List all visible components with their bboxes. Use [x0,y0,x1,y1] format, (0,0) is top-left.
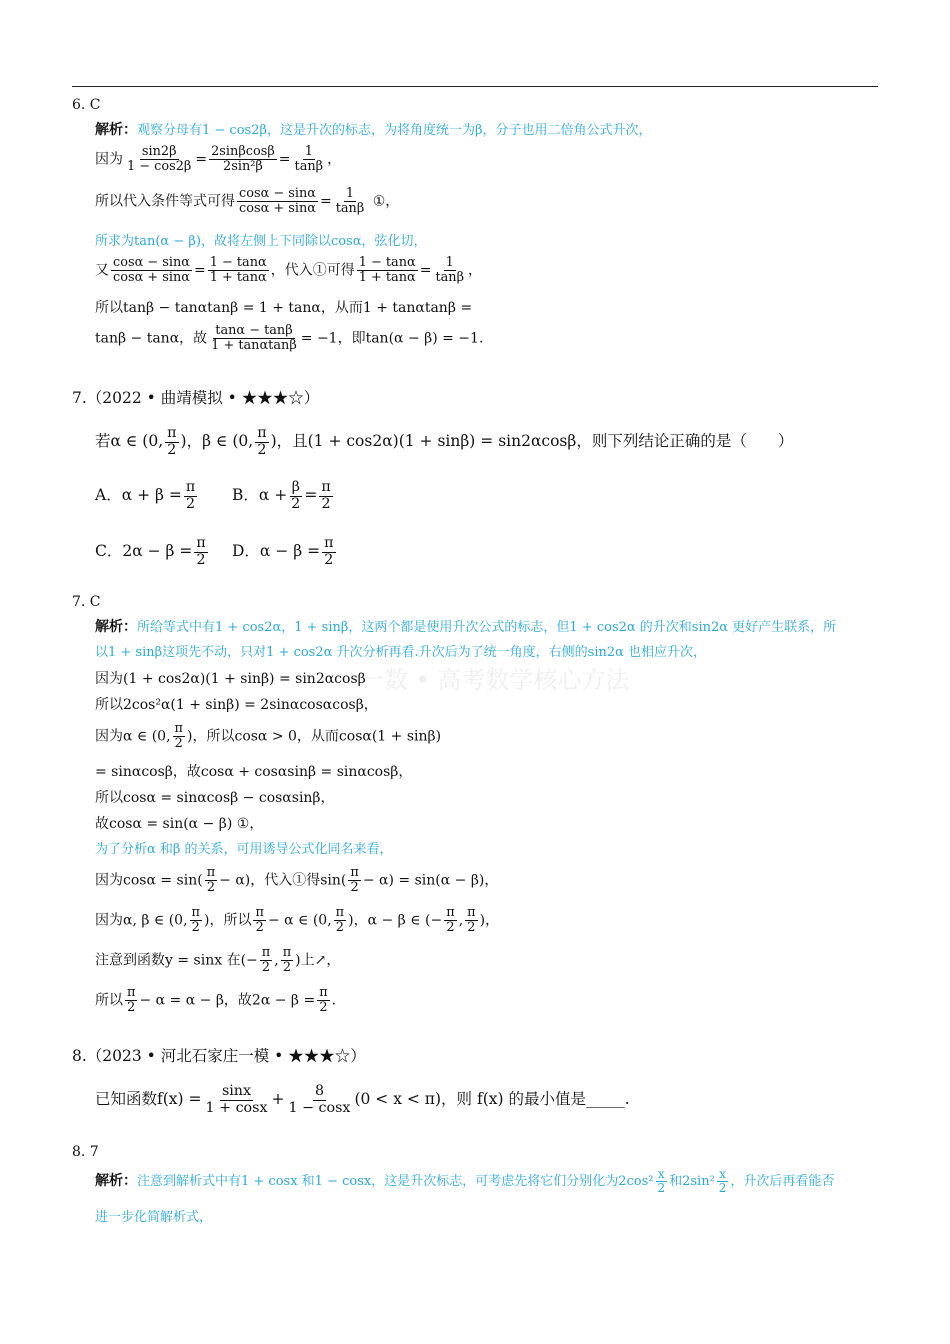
s8-label: 解析： [95,1173,137,1190]
s6-line-7 [95,324,483,353]
s6-hint-1-text: 观察分母有1 − cos2β，这是升次的标志，为将角度统一为β，分子也用二倍角公式升次， [137,123,652,138]
frac-1-tana: $\frac{1 - \tan\alpha}{1 + \tan\alpha}$ [358,255,416,286]
q7-stem: 若α ∈ (0, $\frac{\pi}{2}$ )，β ∈ (0, $\frac{\pi}{2}$ )，且(1 + cos2α)(1 + sinβ) = sin2αcosβ，则下列结论正确的是（ ） [95,425,794,458]
s6-l3-pre: 所以代入条件等式可得 [95,193,235,210]
frac-x-2: $\frac{x}{2}$ [657,1167,666,1196]
s7-line-2: 所以2cos²α(1 + sinβ) = 2sinαcosαcosβ， [95,697,378,713]
s7-hint-2: 以1 + sinβ这项先不动，只对1 + cos2α 升次分析再看.升次后为了统一角度，右侧的sin2α 也相应升次， [95,645,707,660]
s6-line-6: 所以tanβ − tanαtanβ = 1 + tanα，从而1 + tanαtanβ = [95,300,473,316]
s7-label: 解析： [95,619,137,635]
frac-cos-sin: $\frac{\cos\alpha - \sin\alpha}{\cos\alpha + \sin\alpha}$ [113,255,190,286]
eq-sign: = [193,262,206,279]
s7-line-11: 所以 $\frac{\pi}{2}$ − α = α − β，故2α − β = $\frac{\pi}{2}$ . [95,985,337,1016]
frac-pi-2: $\frac{\pi}{2}$ [206,865,216,896]
s6-l7-end: = −1，即tan(α − β) = −1. [300,330,484,347]
watermark: 一数 • 高考数学核心方法 [360,666,630,694]
eq-sign: = [419,262,432,279]
frac-pi-2: $\frac{\pi}{2}$ [127,985,136,1016]
s6-hint-2: 所求为tan(α − β)，故将左侧上下同除以cosα，弦化切， [95,234,427,249]
s7-line-3: 因为α ∈ (0, $\frac{\pi}{2}$ )，所以cosα > 0，从而cosα(1 + sinβ) [95,721,442,752]
frac-pi-2: $\frac{\pi}{2}$ [174,721,184,752]
q8-header: 8.（2023 • 河北石家庄一模 • ★★★☆） [72,1047,366,1065]
eq-sign: = [195,151,208,168]
s7-hint-3: 为了分析α 和β 的关系，可用诱导公式化同名来看， [95,842,393,857]
frac-pi-2: $\frac{\pi}{2}$ [257,425,267,458]
s7-hint-1-text: 所给等式中有1 + cos2α，1 + sinβ，这两个都是使用升次公式的标志，但1 + cos2α 的升次和sin2α 更好产生联系，所 [137,620,837,635]
frac-2sinbcosb: $\frac{2\sin\beta\cos\beta}{\text{2sin²β}}$ [211,144,275,175]
frac-pi-2: $\frac{\pi}{2}$ [167,425,177,458]
frac-x-2: $\frac{x}{2}$ [718,1167,727,1196]
s6-hint-1 [95,120,652,141]
frac-pi-2: $\frac{\pi}{2}$ [446,905,455,936]
frac-1-tanb: $\frac{1}{\tan\beta}$ [294,144,324,175]
s7-line-8: 因为cosα = sin( $\frac{\pi}{2}$ − α)，代入①得sin( $\frac{\pi}{2}$ − α) = sin(α − β)， [95,865,499,896]
frac-pi-2: $\frac{\pi}{2}$ [261,945,271,976]
eq-sign: = [278,151,291,168]
s7-line-1: 因为(1 + cos2α)(1 + sinβ) = sin2αcosβ [95,671,366,687]
frac-cos-sin: $\frac{\cos\alpha - \sin\alpha}{\cos\alpha + \sin\alpha}$ [239,186,316,217]
frac-pi-2: $\frac{\pi}{2}$ [319,985,328,1016]
s6-l3-end: ①， [368,193,400,210]
s7-hint-1 [95,617,836,638]
s6-answer: 6. C [72,97,101,113]
s8-answer: 8. 7 [72,1144,99,1160]
eq-sign: = [319,193,332,210]
frac-beta-2: $\frac{\beta}{2}$ [291,479,301,512]
frac-pi-2: $\frac{\pi}{2}$ [282,945,292,976]
s6-line-2 [95,145,341,174]
q7-option-b[interactable]: B．α + $\frac{\beta}{2}$ = $\frac{\pi}{2}$ [232,479,331,512]
frac-pi-2: $\frac{\pi}{2}$ [185,479,196,512]
frac-tan-diff: $\frac{\tan\alpha - \tan\beta}{1 + \tan\alpha\tan\beta}$ [211,323,297,354]
frac-1-tana: $\frac{1 - \tan\alpha}{1 + \tan\alpha}$ [209,255,267,286]
q7-option-d[interactable]: D．α − β = $\frac{\pi}{2}$ [232,535,334,568]
frac-pi-2: $\frac{\pi}{2}$ [324,535,334,568]
q7-option-c[interactable]: C．2α − β = $\frac{\pi}{2}$ [95,535,206,568]
s7-line-6: 故cosα = sin(α − β) ①， [95,816,264,832]
s6-label: 解析： [95,122,137,138]
q8-stem: 已知函数f(x) = $\frac{\sin x}{1 + \cos x}$ + $\frac{8}{1 - \cos x}$ (0 < x < π)，则 f(x) 的最小值是_____. [95,1083,630,1116]
s6-l5-end: ， [468,262,483,279]
s8-hint-2: 进一步化简解析式， [95,1210,213,1225]
s7-line-4: = sinαcosβ，故cosα + cosαsinβ = sinαcosβ， [95,764,413,780]
frac-pi-2: $\frac{\pi}{2}$ [196,535,206,568]
frac-pi-2: $\frac{\pi}{2}$ [335,905,345,936]
frac-sin2b: $\frac{\sin 2\beta}{1 - \cos 2\beta}$ [127,144,192,175]
s8-hint-1: 解析：注意到解析式中有1 + cosx 和1 − cosx，这是升次标志，可考虑先将它们分别化为2cos² $\frac{x}{2}$ 和2sin² $\frac{x}{2}$ ，升次后再看能否 [95,1167,835,1196]
frac-8: $\frac{8}{1 - \cos x}$ [288,1083,351,1116]
q7-option-a[interactable]: A．α + β = $\frac{\pi}{2}$ [95,479,196,512]
q7-header: 7.（2022 • 曲靖模拟 • ★★★☆） [72,389,320,407]
frac-1-tanb: $\frac{1}{\tan\beta}$ [435,255,465,286]
frac-pi-2: $\frac{\pi}{2}$ [255,905,264,936]
frac-pi-2: $\frac{\pi}{2}$ [350,865,359,896]
s7-answer: 7. C [72,594,101,610]
s6-l5-pre: 又 [95,262,109,279]
s6-l5-mid: ，代入①可得 [270,262,355,279]
s6-l2-end: ， [327,151,342,168]
s6-l7-pre: tanβ − tanα，故 [95,330,208,347]
s6-l2-pre: 因为 [95,151,123,168]
s7-line-5: 所以cosα = sinαcosβ − cosαsinβ， [95,790,335,806]
s7-line-10: 注意到函数y = sinx 在(− $\frac{\pi}{2}$ , $\frac{\pi}{2}$ )上↗， [95,945,341,976]
frac-pi-2: $\frac{\pi}{2}$ [191,905,200,936]
frac-pi-2: $\frac{\pi}{2}$ [467,905,476,936]
frac-sinx: $\frac{\sin x}{1 + \cos x}$ [205,1083,268,1116]
s6-line-5 [95,256,482,285]
header-rule [72,86,878,87]
s7-line-9: 因为α, β ∈ (0, $\frac{\pi}{2}$ )，所以 $\frac{\pi}{2}$ − α ∈ (0, $\frac{\pi}{2}$ )，α − β ∈ (− $\frac{\pi}{2}$ , $\frac{\pi}{2}$ )， [95,905,500,936]
frac-pi-2: $\frac{\pi}{2}$ [321,479,331,512]
frac-1-tanb: $\frac{1}{\tan\beta}$ [335,186,365,217]
s6-line-3 [95,187,399,216]
